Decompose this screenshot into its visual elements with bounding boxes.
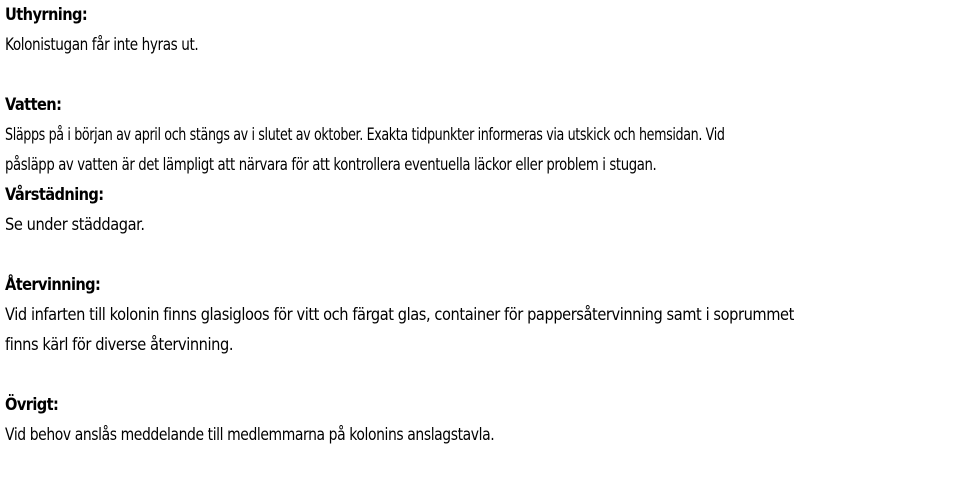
- document-body: [5, 0, 955, 450]
- section-uthyrning: [5, 0, 955, 60]
- section-vatten: [5, 90, 955, 180]
- paragraph-vatten: [5, 120, 765, 180]
- paragraph-line: Kolonistugan får inte hyras ut.: [5, 35, 199, 55]
- heading-varstadning: Vårstädning:: [5, 185, 104, 205]
- paragraph-varstadning: [5, 210, 822, 240]
- paragraph-line: Vid infarten till kolonin finns glasigloos för vitt och färgat glas, container för pappersåtervinning samt i soprummet: [5, 305, 794, 325]
- paragraph-atervinning: [5, 300, 822, 360]
- section-ovrigt: [5, 390, 955, 450]
- section-varstadning: [5, 180, 955, 240]
- paragraph-line: Släpps på i början av april och stängs av i slutet av oktober. Exakta tidpunkter informeras via utskick och hemsidan. Vid: [5, 125, 725, 145]
- section-atervinning: [5, 270, 955, 360]
- section-gap: [5, 60, 955, 90]
- paragraph-line: finns kärl för diverse återvinning.: [5, 335, 234, 355]
- heading-vatten: Vatten:: [5, 95, 62, 115]
- paragraph-line: påsläpp av vatten är det lämpligt att närvara för att kontrollera eventuella läckor eller problem i stugan.: [5, 155, 657, 175]
- paragraph-ovrigt: [5, 420, 784, 450]
- section-gap: [5, 240, 955, 270]
- paragraph-line: Vid behov anslås meddelande till medlemmarna på kolonins anslagstavla.: [5, 425, 495, 445]
- heading-uthyrning: Uthyrning:: [5, 5, 88, 25]
- paragraph-line: Se under städdagar.: [5, 215, 145, 235]
- paragraph-uthyrning: [5, 30, 765, 60]
- heading-ovrigt: Övrigt:: [5, 395, 59, 415]
- section-gap: [5, 360, 955, 390]
- heading-atervinning: Återvinning:: [5, 275, 101, 295]
